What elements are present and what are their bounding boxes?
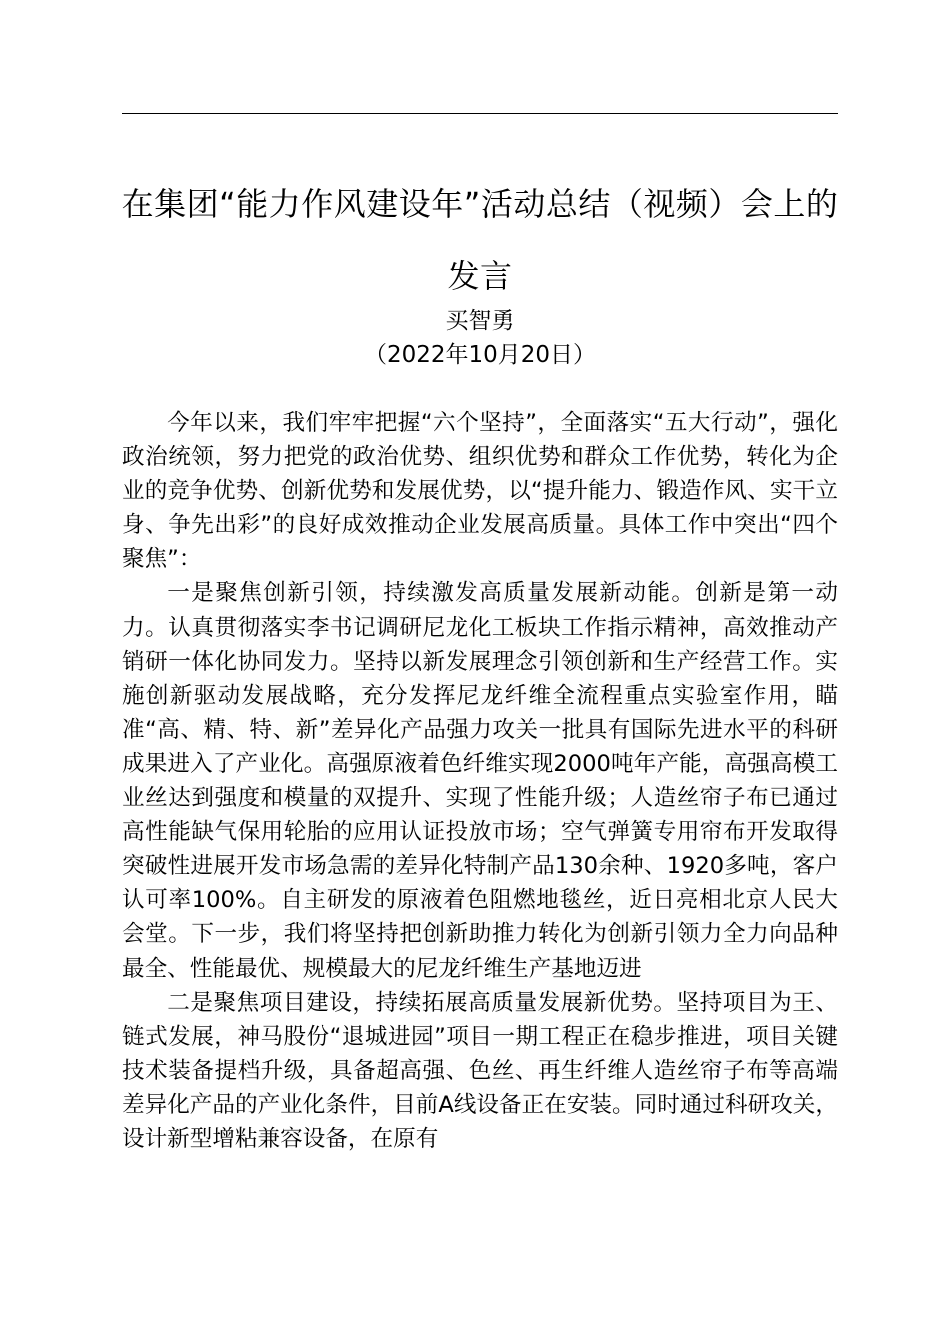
- speech-date: （2022年10月20日）: [363, 342, 597, 368]
- document-body: [122, 406, 838, 1156]
- body-paragraph-innovation: 一是聚焦创新引领，持续激发高质量发展新动能。创新是第一动力。认真贯彻落实李书记调研尼龙化工板块工作指示精神，高效推动产销研一体化协同发力。坚持以新发展理念引领创新和生产经营工作。实施创新驱动发展战略，充分发挥尼龙纤维全流程重点实验室作用，瞄准“高、精、特、新”差异化产品强力攻关一批具有国际先进水平的科研成果进入了产业化。高强原液着色纤维实现2000吨年产能，高强高模工业丝达到强度和模量的双提升、实现了性能升级；人造丝帘子布已通过高性能缺气保用轮胎的应用认证投放市场；空气弹簧专用帘布开发取得突破性进展开发市场急需的差异化特制产品130余种、1920多吨，客户认可率100%。自主研发的原液着色阻燃地毯丝，近日亮相北京人民大会堂。下一步，我们将坚持把创新助推力转化为创新引领力全力向品种最全、性能最优、规模最大的尼龙纤维生产基地迈进: [122, 580, 838, 982]
- body-paragraph-intro: 今年以来，我们牢牢把握“六个坚持”，全面落实“五大行动”，强化政治统领，努力把党的政治优势、组织优势和群众工作优势，转化为企业的竞争优势、创新优势和发展优势，以“提升能力、锻造作风、实干立身、争先出彩”的良好成效推动企业发展高质量。具体工作中突出“四个聚焦”：: [122, 410, 838, 573]
- body-paragraph-projects: 二是聚焦项目建设，持续拓展高质量发展新优势。坚持项目为王、链式发展，神马股份“退城进园”项目一期工程正在稳步推进，项目关键技术装备提档升级，具备超高强、色丝、再生纤维人造丝帘子布等高端差异化产品的产业化条件，目前A线设备正在安装。同时通过科研攻关，设计新型增粘兼容设备，在原有: [122, 989, 838, 1152]
- author-name: 买智勇: [445, 308, 515, 334]
- header-rule: [122, 113, 838, 114]
- document-title: 在集团“能力作风建设年”活动总结（视频）会上的发言: [121, 185, 839, 295]
